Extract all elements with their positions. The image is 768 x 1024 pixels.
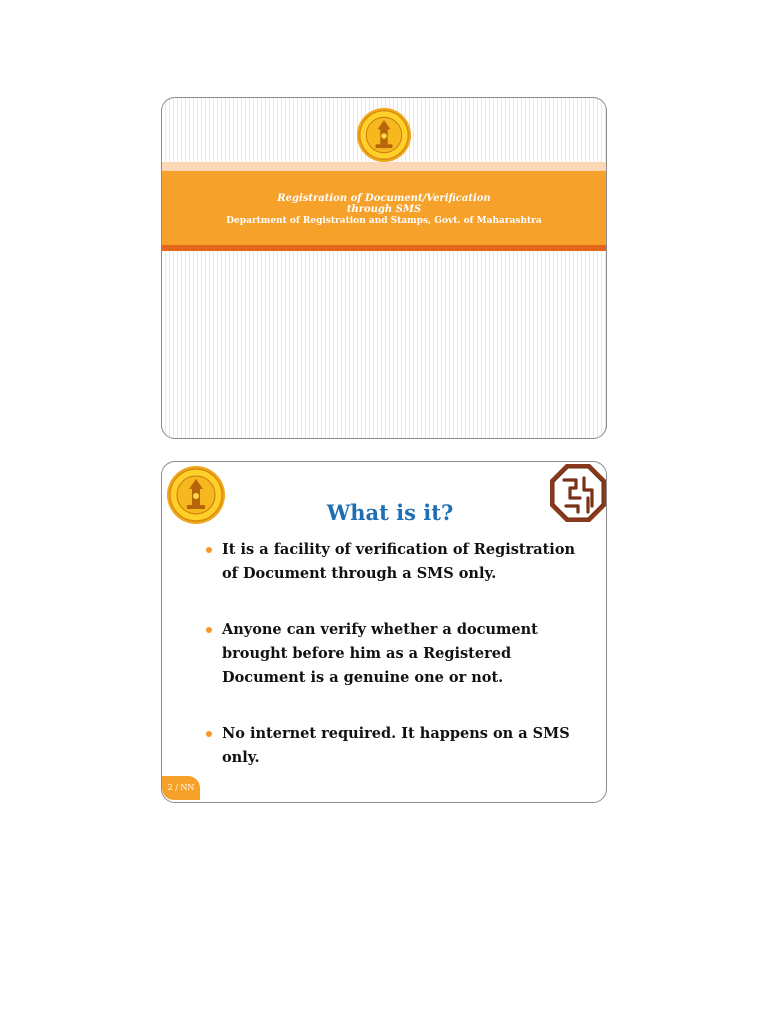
bullet-dot-icon (206, 627, 212, 633)
slide-subtitle: Department of Registration and Stamps, Govt. of Maharashtra (226, 216, 542, 226)
bullet-text: Anyone can verify whether a document brought before him as a Registered Document is a genuine one or not. (222, 621, 538, 686)
list-item (206, 722, 591, 770)
bullet-dot-icon (206, 547, 212, 553)
slide-heading: What is it? (326, 500, 454, 525)
slide-title-line-1: Registration of Document/Verification (277, 193, 491, 204)
page-number: 2 / NN (162, 776, 200, 800)
title-band (162, 171, 606, 245)
band-top-strip (162, 162, 606, 171)
content-slide (161, 461, 607, 803)
bullet-text: It is a facility of verification of Registration of Document through a SMS only. (222, 541, 576, 582)
bullet-dot-icon (206, 731, 212, 737)
slide-title-line-2: through SMS (346, 204, 422, 215)
list-item (206, 618, 591, 690)
band-bottom-strip (162, 245, 606, 251)
bullet-list (206, 538, 591, 770)
maharashtra-seal-icon (356, 107, 412, 163)
title-slide (161, 97, 607, 439)
bullet-text: No internet required. It happens on a SMS only. (222, 725, 570, 766)
list-item (206, 538, 591, 586)
